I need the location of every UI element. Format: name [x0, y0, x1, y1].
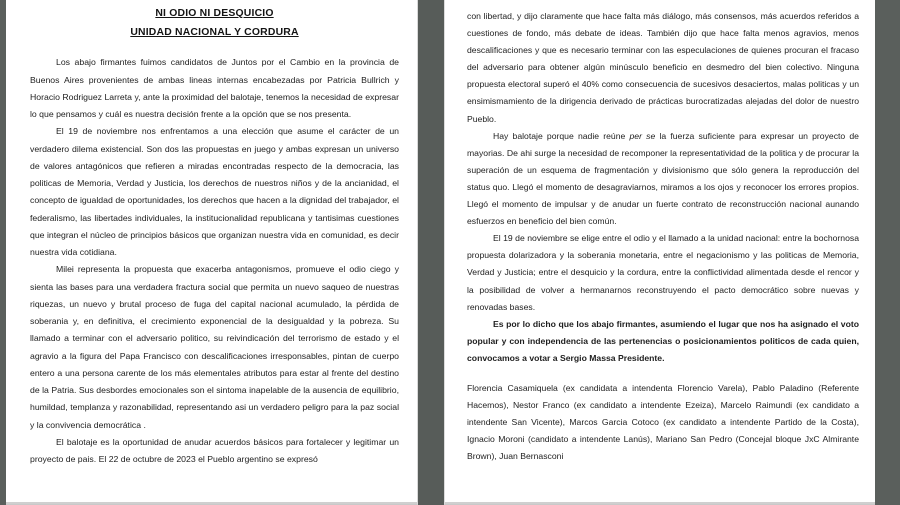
- paragraph-nineteen-november: El 19 de noviembre se elige entre el odio y el llamado a la unidad nacional: entre la bochornosa propuesta dolarizadora y la soberania monetaria, entre el negacionismo y las politicas de Memoria, Verdad y Justicia; entre el desquicio y la cordura, entre la conflictividad alimentada desde el rencor y la posibilidad de volver a hermanarnos reconstruyendo el pacto democrático sobre nuevas y renovadas bases.: [467, 233, 859, 312]
- right-margin-rail: [875, 0, 900, 505]
- page-title: NI ODIO NI DESQUICIO: [155, 8, 274, 19]
- document-page-left: [6, 0, 418, 505]
- paragraph: El 19 de noviembre nos enfrentamos a una elección que asume el carácter de un verdadero dilema existencial. Son dos las propuestas en juego y ambas expresan un universo de valores antagónicos que refieren a miradas encontradas respecto de la democracia, las politicas de Memoria, Verdad y Justicia, los derechos de nuestros niños y de la ancianidad, el concepto de igualdad de oportunidades, los derechos que hacen a la dignidad del trabajador, el federalismo, las libertades individuales, la institucionalidad republicana y tantisimas cuestiones que integran el núcleo de principios básicos que organizan nuestra vida en comunidad, es decir nuestra vida cotidiana.: [30, 126, 399, 257]
- signatories-list: Florencia Casamiquela (ex candidata a intendenta Florencio Varela), Pablo Paladino (Referente Hacemos), Nestor Franco (ex candidato a intendente Ezeiza), Marcelo Raimundi (ex candidato a intendente San Vicente), Marcos Garcia Cotoco (ex candidato a intendente Partido de la Costa), Ignacio Moroni (candidato a intendente Lanús), Mariano San Pedro (Concejal bloque JxC Almirante Brown), Juan Bernasconi: [467, 382, 859, 462]
- paragraph: Milei representa la propuesta que exacerba antagonismos, promueve el odio ciego y sienta las bases para una verdadera fractura social que permita un nuevo saqueo de nuestras riquezas, un nuevo y brutal proceso de fuga del capital nacional acumulado, la pérdida de soberania y, en definitiva, el crecimiento exponencial de la desigualdad y la pobreza. Su llamado a terminar con el adversario politico, su reivindicación del terrorismo de estado y el agravio a la figura del Papa Francisco con descalificaciones irresponsables, pintan de cuerpo entero a una persona carente de los más elementales atributos para estar al frente del destino de la Patria. Sus desbordes emocionales son el sintoma inapelable de la ausencia de equilibrio, humildad, templanza y razonabilidad, representando asi un verdadero peligro para la paz social y la convivencia democrática .: [30, 264, 399, 430]
- page-gutter-shadow: [418, 0, 444, 505]
- italic-phrase: per se: [629, 130, 656, 141]
- paragraph: Los abajo firmantes fuimos candidatos de Juntos por el Cambio en la provincia de Buenos Aires provenientes de ambas lineas internas encabezadas por Patricia Bullrich y Horacio Rodriguez Larreta y, ante la proximidad del balotaje, tenemos la necesidad de expresar lo que pensamos y cuál es nuestra decisión frente a la opción que se nos presenta.: [30, 57, 399, 119]
- left-page-body: [30, 54, 399, 468]
- paragraph-text-before: Hay balotaje porque nadie reúne: [493, 130, 630, 141]
- document-heading-group: [30, 0, 399, 41]
- paragraph-text-after: la fuerza suficiente para expresar un proyecto de mayorias. De ahi surge la necesidad de recomponer la representatividad de la politica y de procurar la superación de un esquema de fragmentación y divisionismo que sólo genera la reproducción del status quo. Llegó el momento de desagraviarnos, miramos a los ojos y reconocer los errores propios. Llegó el momento de impulsar y de anudar un fuerte contrato de reconstrucción nacional aunando esfuerzos en beneficio del bien común.: [467, 130, 859, 227]
- right-page-body: [467, 8, 859, 465]
- paragraph-continued: con libertad, y dijo claramente que hace falta más diálogo, más consensos, más acuerdos referidos a cuestiones de fondo, más debate de ideas. También dijo que hace falta menos agravios, menos descalificaciones y que es necesario terminar con las especulaciones de quienes procuran el fracaso del adversario para obtener algún minúsculo beneficio en desmedro del bien colectivo. Ninguna propuesta electoral superó el 40% como consecuencia de sucesivos desaciertos, malas politicas y un ensimismamiento de la dirigencia derivado de prácticas burocratizadas alejadas del dolor de nuestro Pueblo.: [467, 11, 859, 124]
- paragraph-per-se: [467, 128, 859, 231]
- signatories-block: [467, 380, 859, 465]
- page-bottom-edge: [445, 502, 875, 504]
- paragraph: El balotaje es la oportunidad de anudar acuerdos básicos para fortalecer y legitimar un proyecto de pais. El 22 de octubre de 2023 el Pueblo argentino se expresó: [30, 436, 399, 464]
- page-bottom-edge: [6, 502, 417, 504]
- document-page-right: [444, 0, 875, 505]
- paragraph-bold-endorsement: Es por lo dicho que los abajo firmantes, asumiendo el lugar que nos ha asignado el voto popular y con independencia de las pertenencias o posicionamientos politicos de cada quien, convocamos a votar a Sergio Massa Presidente.: [467, 318, 859, 363]
- page-subtitle: UNIDAD NACIONAL Y CORDURA: [130, 27, 299, 39]
